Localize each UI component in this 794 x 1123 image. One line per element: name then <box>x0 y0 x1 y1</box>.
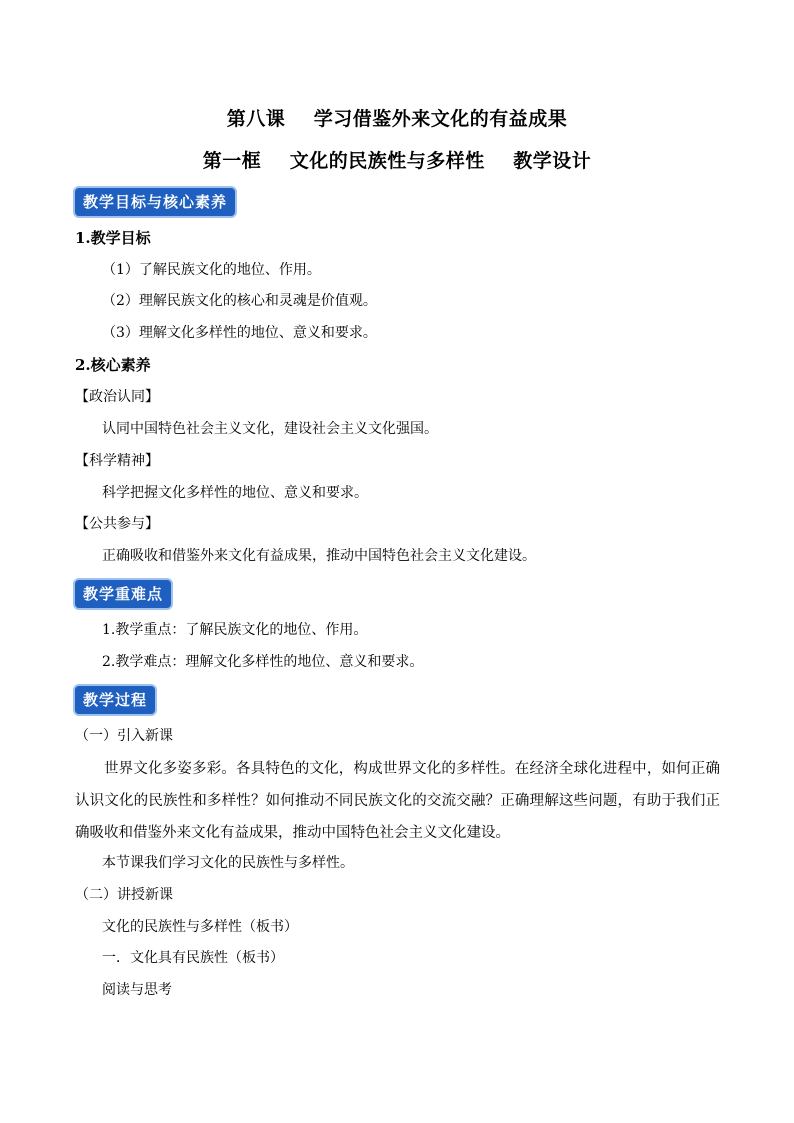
part2-heading: （二）讲授新课 <box>75 887 173 903</box>
goal-item: （3）理解文化多样性的地位、意义和要求。 <box>102 325 377 341</box>
literacy-text: 科学把握文化多样性的地位、意义和要求。 <box>102 485 368 501</box>
section-badge-goals: 教学目标与核心素养 <box>75 188 235 216</box>
keypoint-item: 2.教学难点：理解文化多样性的地位、意义和要求。 <box>102 654 424 670</box>
part1-heading: （一）引入新课 <box>75 728 173 744</box>
reading-label: 阅读与思考 <box>102 982 172 998</box>
literacy-tag: 【科学精神】 <box>75 453 159 469</box>
goals-heading: 1.教学目标 <box>75 229 151 247</box>
goal-item: （1）了解民族文化的地位、作用。 <box>102 262 321 278</box>
intro-note: 本节课我们学习文化的民族性与多样性。 <box>102 855 354 871</box>
section-badge-keypoints: 教学重难点 <box>75 580 171 608</box>
keypoint-item: 1.教学重点：了解民族文化的地位、作用。 <box>102 622 368 638</box>
literacy-text: 正确吸收和借鉴外来文化有益成果，推动中国特色社会主义文化建设。 <box>102 548 536 564</box>
board-note: 文化的民族性与多样性（板书） <box>102 919 298 935</box>
literacy-heading: 2.核心素养 <box>75 356 151 374</box>
literacy-text: 认同中国特色社会主义文化，建设社会主义文化强国。 <box>102 421 438 437</box>
page-subtitle: 第一框 文化的民族性与多样性 教学设计 <box>202 150 592 172</box>
literacy-tag: 【政治认同】 <box>75 389 159 405</box>
intro-paragraph: 世界文化多姿多彩。各具特色的文化，构成世界文化的多样性。在经济全球化进程中，如何正确认识文化的民族性和多样性？如何推动不同民族文化的交流交融？正确理解这些问题，有助于我们正确吸收和借鉴外来文化有益成果，推动中国特色社会主义文化建设。 <box>75 761 720 841</box>
goal-item: （2）理解民族文化的核心和灵魂是价值观。 <box>102 293 377 309</box>
literacy-tag: 【公共参与】 <box>75 516 159 532</box>
page-title: 第八课 学习借鉴外来文化的有益成果 <box>226 108 568 130</box>
section-badge-process: 教学过程 <box>75 686 155 714</box>
board-note: 一．文化具有民族性（板书） <box>102 950 284 966</box>
